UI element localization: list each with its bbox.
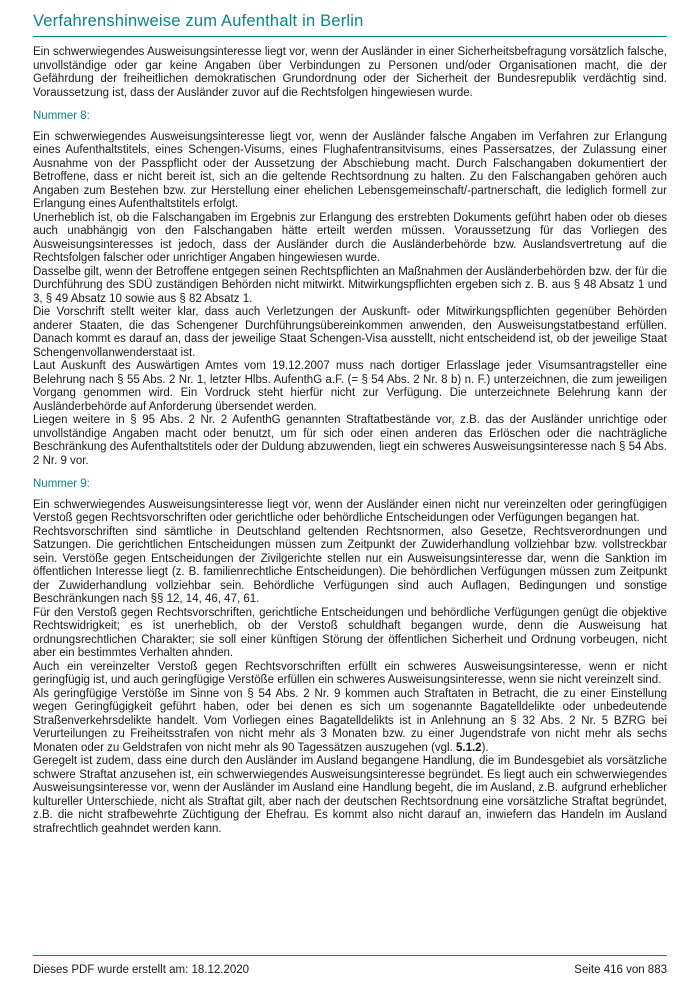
document-body (33, 46, 667, 836)
paragraph: Ein schwerwiegendes Ausweisungsinteresse liegt vor, wenn der Ausländer falsche Angaben im Verfahren zur Erlangung eines Aufenthaltstitels, eines Schengen-Visums, eines Flughafentransitvisums, eines Passersatzes, der Zulassung einer Ausnahme von der Passpflicht oder der Aussetzung der Abschiebung macht. Durch Falschangaben dokumentiert der Betroffene, dass er nicht bereit ist, sich an die geltende Rechtsordnung zu halten. Zu den Falschangaben gehören auch Angaben zum Bestehen bzw. zur Herstellung einer ehelichen Lebensgemeinschaft/-partnerschaft, die lediglich formell zur Erlangung eines Aufenthaltstitels erfolgt. (33, 130, 667, 210)
footer-page-number: Seite 416 von 883 (574, 964, 667, 976)
paragraph (33, 688, 667, 756)
paragraph: Unerheblich ist, ob die Falschangaben im Ergebnis zur Erlangung des erstrebten Dokuments geführt haben oder ob dieses auch unabhängig von den Falschangaben hätte erteilt werden müssen. Voraussetzung für das Vorliegen des Ausweisungsinteresses ist jedoch, dass der Ausländer durch die Ausländerbehörde bzw. Auslandsvertretung auf die Rechtsfolgen falscher oder unrichtiger Angaben hingewiesen wurde. (33, 211, 667, 264)
footer-created-date: Dieses PDF wurde erstellt am: 18.12.2020 (33, 964, 250, 976)
document-header (33, 12, 667, 37)
text-run-bold: 5.1.2 (455, 741, 482, 754)
paragraph: Die Vorschrift stellt weiter klar, dass auch Verletzungen der Auskunft- oder Mitwirkungspflichten gegenüber Behörden anderer Staaten, die das Schengener Durchführungsübereinkommen anwenden, den Ausweisungstatbestand erfüllen. Danach kommt es darauf an, dass der jeweilige Staat Schengen-Visa ausstellt, nicht entscheidend ist, ob der jeweilige Staat Schengenvollanwenderstaat ist. (33, 306, 667, 359)
paragraph: Geregelt ist zudem, dass eine durch den Ausländer im Ausland begangene Handlung, die im Bundesgebiet als vorsätzliche schwere Straftat anzusehen ist, ein schwerwiegendes Ausweisungsinteresse begründet. Es liegt auch ein schwerwiegendes Ausweisungsinteresse vor, wenn der Ausländer im Ausland eine Handlung begeht, die im Ausland, z.B. aufgrund erheblicher kultureller Unterschiede, nicht als Straftat gilt, aber nach der deutschen Rechtsordnung eine vorsätzliche Straftat begründet, z.B. die nicht strafbewehrte Züchtigung der Ehefrau. Es kommt also nicht darauf an, inwiefern das Handeln im Ausland strafrechtlich geahndet werden kann. (33, 755, 667, 835)
section-heading: Nummer 9: (33, 478, 90, 490)
text-run: Als geringfügige Verstöße im Sinne von § 54 Abs. 2 Nr. 9 kommen auch Straftaten in Betracht, die zu einer Einstellung wegen Geringfügigkeit geführt haben, oder bei denen es sich um sogenannte Bagatelldelikte oder unbedeutende Straßenverkehrsdelikte handelt. Vom Vorliegen eines Bagatelldelikts ist in Anlehnung an § 32 Abs. 2 Nr. 5 BZRG bei Verurteilungen zu Freiheitsstrafen von nicht mehr als 3 Monaten bzw. zu einer Jugendstrafe von nicht mehr als sechs Monaten oder zu Geldstrafen von nicht mehr als 90 Tagessätzen auszugehen (vgl. (33, 687, 667, 754)
text-run: ). (481, 741, 489, 754)
page-title: Verfahrenshinweise zum Aufenthalt in Berlin (33, 12, 364, 30)
paragraph: Liegen weitere in § 95 Abs. 2 Nr. 2 AufenthG genannten Straftatbestände vor, z.B. das der Ausländer unrichtige oder unvollständige Angaben macht oder benutzt, um für sich oder einen anderen das Erlöschen oder die nachträgliche Beschränkung des Aufenthaltstitels oder der Duldung abzuwenden, liegt ein schweres Ausweisungsinteresse nach § 54 Abs. 2 Nr. 9 vor. (33, 414, 667, 467)
paragraph: Laut Auskunft des Auswärtigen Amtes vom 19.12.2007 muss nach dortiger Erlasslage jeder Visumsantragsteller eine Belehrung nach § 55 Abs. 2 Nr. 1, letzter Hlbs. AufenthG a.F. (= § 54 Abs. 2 Nr. 8 b) n. F.) unterzeichnen, die zum jeweiligen Vorgang genommen wird. Ein Vordruck steht hierfür nicht zur Verfügung. Die unterzeichnete Belehrung kann der Ausländerbehörde auf Anforderung übersendet werden. (33, 360, 667, 413)
paragraph: Für den Verstoß gegen Rechtsvorschriften, gerichtliche Entscheidungen und behördliche Verfügungen genügt die objektive Rechtswidrigkeit; es ist unerheblich, ob der Verstoß schuldhaft begangen wurde, denn die Ausweisung hat ordnungsrechtlichen Charakter; sie soll einer künftigen Störung der öffentlichen Sicherheit und Ordnung vorbeugen, nicht aber ein bestimmtes Verhalten ahnden. (33, 606, 667, 659)
paragraph: Ein schwerwiegendes Ausweisungsinteresse liegt vor, wenn der Ausländer einen nicht nur vereinzelten oder geringfügigen Verstoß gegen Rechtsvorschriften oder gerichtliche oder behördliche Entscheidungen oder Verfügungen begangen hat. (33, 498, 667, 524)
page-footer (33, 955, 667, 976)
title-divider (33, 36, 667, 37)
footer-row (33, 964, 667, 976)
section-heading: Nummer 8: (33, 110, 90, 122)
paragraph: Rechtsvorschriften sind sämtliche in Deutschland geltenden Rechtsnormen, also Gesetze, Rechtsverordnungen und Satzungen. Die gerichtlichen Entscheidungen müssen zum Zeitpunkt der Zuwiderhandlung vollziehbar bzw. vollstreckbar sein. Verstöße gegen Entscheidungen der Zivilgerichte stellen nur ein Ausweisungsinteresse dar, wenn die Sanktion im öffentlichen Interesse liegt (z. B. familienrechtliche Entscheidungen). Die behördlichen Verfügungen müssen zum Zeitpunkt der Zuwiderhandlung vollziehbar sein. Behördliche Verfügungen sind auch Auflagen, Bedingungen und sonstige Beschränkungen nach §§ 12, 14, 46, 47, 61. (33, 525, 667, 605)
paragraph: Dasselbe gilt, wenn der Betroffene entgegen seinen Rechtspflichten an Maßnahmen der Ausländerbehörden bzw. der für die Durchführung des SDÜ zuständigen Behörden nicht mitwirkt. Mitwirkungspflichten ergeben sich z. B. aus § 48 Absatz 1 und 3, § 49 Absatz 10 sowie aus § 82 Absatz 1. (33, 265, 667, 305)
paragraph: Ein schwerwiegendes Ausweisungsinteresse liegt vor, wenn der Ausländer in einer Sicherheitsbefragung vorsätzlich falsche, unvollständige oder gar keine Angaben über Verbindungen zu Personen und/oder Organisationen macht, die der Gefährdung der freiheitlichen demokratischen Grundordnung oder der Sicherheit der Bundesrepublik verdächtig sind. Voraussetzung ist, dass der Ausländer zuvor auf die Rechtsfolgen hingewiesen wurde. (33, 46, 667, 99)
footer-divider (33, 955, 667, 956)
paragraph: Auch ein vereinzelter Verstoß gegen Rechtsvorschriften erfüllt ein schweres Ausweisungsinteresse, wenn er nicht geringfügig ist, und auch geringfügige Verstöße erfüllen ein schweres Ausweisungsinteresse, wenn sie nicht vereinzelt sind. (33, 660, 667, 686)
